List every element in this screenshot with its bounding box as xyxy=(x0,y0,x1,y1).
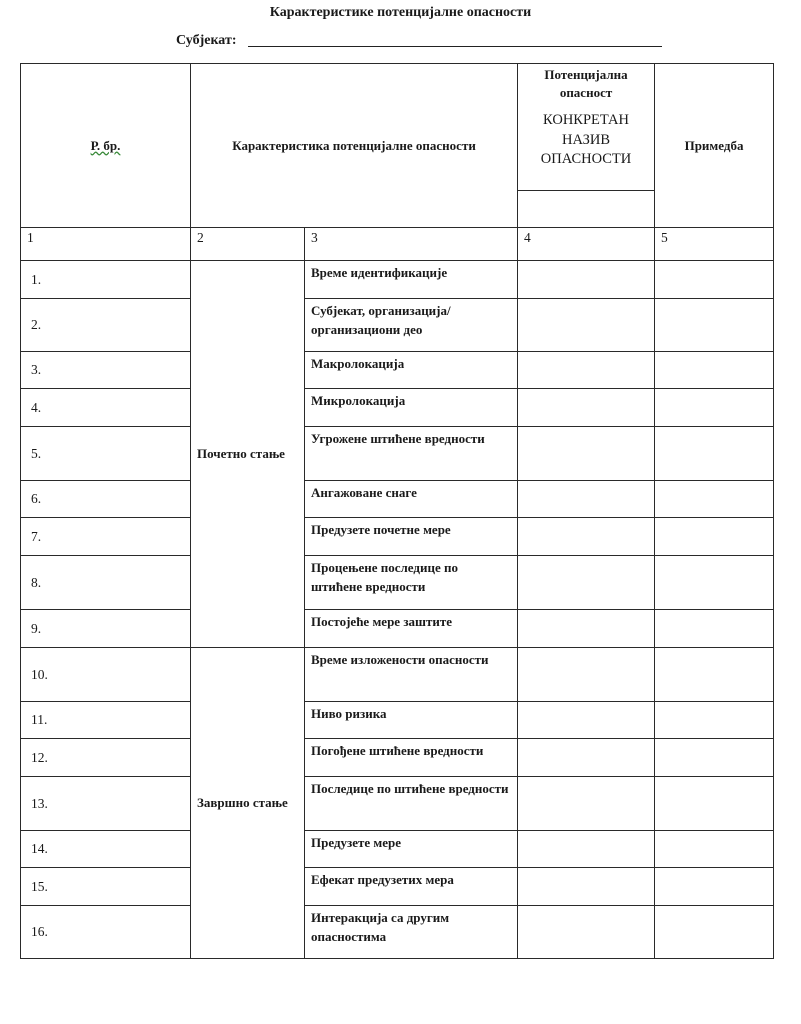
characteristic-label: Ангажоване снаге xyxy=(305,481,518,518)
hazard-value-cell[interactable] xyxy=(518,868,655,906)
remark-cell[interactable] xyxy=(655,831,774,868)
remark-cell[interactable] xyxy=(655,261,774,299)
document-title: Карактеристике потенцијалне опасности xyxy=(269,5,532,20)
column-number: 4 xyxy=(518,228,655,261)
remark-cell[interactable] xyxy=(655,518,774,556)
hazard-value-cell[interactable] xyxy=(518,261,655,299)
header-remark: Примедба xyxy=(655,64,774,228)
subject-label: Субјекат: xyxy=(176,33,237,48)
header-potential-hazard xyxy=(518,64,655,191)
subject-input-line[interactable] xyxy=(248,46,662,47)
row-number: 4. xyxy=(21,389,191,427)
remark-cell[interactable] xyxy=(655,299,774,352)
hazard-value-cell[interactable] xyxy=(518,610,655,648)
characteristic-label: Ефекат предузетих мера xyxy=(305,868,518,906)
row-number: 11. xyxy=(21,702,191,739)
row-number: 3. xyxy=(21,352,191,389)
characteristic-label: Микролокација xyxy=(305,389,518,427)
characteristic-label: Последице по штићене вредности xyxy=(305,777,518,831)
row-number: 9. xyxy=(21,610,191,648)
hazard-value-cell[interactable] xyxy=(518,427,655,481)
column-number: 2 xyxy=(191,228,305,261)
column-number: 3 xyxy=(305,228,518,261)
hazard-characteristics-table xyxy=(20,63,774,959)
characteristic-label: Ниво ризика xyxy=(305,702,518,739)
hazard-value-cell[interactable] xyxy=(518,777,655,831)
row-number: 8. xyxy=(21,556,191,610)
row-number: 15. xyxy=(21,868,191,906)
remark-cell[interactable] xyxy=(655,481,774,518)
hazard-value-cell[interactable] xyxy=(518,518,655,556)
hazard-value-cell[interactable] xyxy=(518,352,655,389)
hazard-value-cell[interactable] xyxy=(518,299,655,352)
remark-cell[interactable] xyxy=(655,648,774,702)
row-number: 6. xyxy=(21,481,191,518)
hazard-value-cell[interactable] xyxy=(518,831,655,868)
remark-cell[interactable] xyxy=(655,868,774,906)
row-number: 10. xyxy=(21,648,191,702)
remark-cell[interactable] xyxy=(655,352,774,389)
potential-hazard-label: Потенцијална опасност xyxy=(544,67,628,100)
characteristic-label: Погођене штићене вредности xyxy=(305,739,518,777)
hazard-value-cell[interactable] xyxy=(518,906,655,959)
row-number: 5. xyxy=(21,427,191,481)
remark-cell[interactable] xyxy=(655,739,774,777)
characteristic-label: Време изложености опасности xyxy=(305,648,518,702)
hazard-value-cell[interactable] xyxy=(518,556,655,610)
row-number: 16. xyxy=(21,906,191,959)
hazard-value-cell[interactable] xyxy=(518,389,655,427)
group-final-state: Завршно стање xyxy=(191,648,305,959)
characteristic-label: Предузете мере xyxy=(305,831,518,868)
remark-cell[interactable] xyxy=(655,556,774,610)
characteristic-label: Време идентификације xyxy=(305,261,518,299)
remark-cell[interactable] xyxy=(655,702,774,739)
hazard-value-cell[interactable] xyxy=(518,702,655,739)
hazard-value-cell[interactable] xyxy=(518,648,655,702)
characteristic-label: Предузете почетне мере xyxy=(305,518,518,556)
row-number: 14. xyxy=(21,831,191,868)
column-number: 5 xyxy=(655,228,774,261)
characteristic-label: Угрожене штићене вредности xyxy=(305,427,518,481)
hazard-value-cell[interactable] xyxy=(518,739,655,777)
hazard-name-cell[interactable] xyxy=(518,191,655,228)
characteristic-label: Процењене последице по штићене вредности xyxy=(305,556,518,610)
header-characteristic: Карактеристика потенцијалне опасности xyxy=(191,64,518,228)
characteristic-label: Макролокација xyxy=(305,352,518,389)
row-number: 1. xyxy=(21,261,191,299)
remark-cell[interactable] xyxy=(655,427,774,481)
concrete-hazard-name-label: КОНКРЕТАН НАЗИВ ОПАСНОСТИ xyxy=(540,112,632,168)
row-number: 2. xyxy=(21,299,191,352)
remark-cell[interactable] xyxy=(655,777,774,831)
remark-cell[interactable] xyxy=(655,610,774,648)
characteristic-label: Постојеће мере заштите xyxy=(305,610,518,648)
row-number: 13. xyxy=(21,777,191,831)
header-row-number: Р. бр. xyxy=(21,64,191,228)
group-initial-state: Почетно стање xyxy=(191,261,305,648)
characteristic-label: Субјекат, организација/ организациони део xyxy=(305,299,518,352)
row-number: 7. xyxy=(21,518,191,556)
remark-cell[interactable] xyxy=(655,906,774,959)
column-number: 1 xyxy=(21,228,191,261)
row-number: 12. xyxy=(21,739,191,777)
hazard-value-cell[interactable] xyxy=(518,481,655,518)
characteristic-label: Интеракција са другим опасностима xyxy=(305,906,518,959)
remark-cell[interactable] xyxy=(655,389,774,427)
